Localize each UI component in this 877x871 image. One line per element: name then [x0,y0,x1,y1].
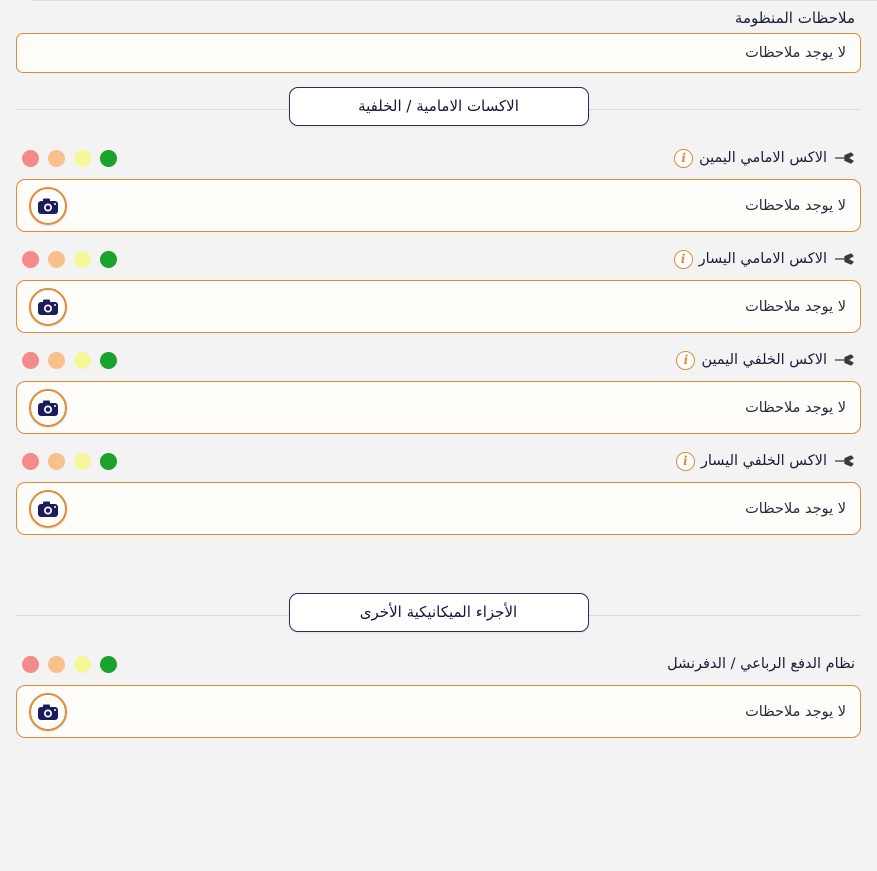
item-label: نظام الدفع الرباعي / الدفرنشل [667,656,855,672]
item-label-group [676,351,855,370]
rating-dot-fair[interactable] [74,150,91,167]
rating-dots[interactable] [22,251,123,268]
item-note-field[interactable] [16,685,861,738]
wrench-icon [833,151,855,165]
rating-dot-good[interactable] [100,453,117,470]
item-row [16,137,861,179]
rating-dot-bad[interactable] [22,150,39,167]
item-label-group [674,149,855,168]
rating-dot-fair[interactable] [74,352,91,369]
inspection-item [16,440,861,535]
rating-dot-poor[interactable] [48,150,65,167]
rating-dot-poor[interactable] [48,352,65,369]
rating-dot-bad[interactable] [22,453,39,470]
system-notes-title: ملاحظات المنظومة [734,9,855,27]
section-header-axles [16,87,861,131]
wrench-icon [833,454,855,468]
item-row [16,238,861,280]
rating-dot-fair[interactable] [74,453,91,470]
item-note-value: لا يوجد ملاحظات [745,703,846,720]
item-row [16,440,861,482]
item-label-group [667,656,855,672]
rating-dot-good[interactable] [100,352,117,369]
item-note-value: لا يوجد ملاحظات [745,298,846,315]
item-label: الاكس الخلفي اليمين [701,352,827,368]
inspection-item [16,643,861,738]
system-notes-field[interactable] [16,33,861,73]
info-icon[interactable]: i [676,452,695,471]
item-label: الاكس الامامي اليسار [698,251,827,267]
inspection-item [16,137,861,232]
camera-icon[interactable] [29,693,67,731]
rating-dot-good[interactable] [100,251,117,268]
rating-dot-fair[interactable] [74,251,91,268]
camera-icon[interactable] [29,490,67,528]
info-icon[interactable]: i [676,351,695,370]
item-row [16,339,861,381]
item-note-field[interactable] [16,482,861,535]
rating-dot-fair[interactable] [74,656,91,673]
wrench-icon [833,252,855,266]
wrench-icon [833,353,855,367]
rating-dot-bad[interactable] [22,251,39,268]
section-title-other-mechanical: الأجزاء الميكانيكية الأخرى [289,593,589,632]
section-header-other-mechanical [16,593,861,637]
rating-dots[interactable] [22,453,123,470]
info-icon[interactable]: i [674,250,693,269]
item-note-value: لا يوجد ملاحظات [745,399,846,416]
rating-dot-poor[interactable] [48,453,65,470]
item-note-field[interactable] [16,179,861,232]
rating-dot-good[interactable] [100,656,117,673]
camera-icon[interactable] [29,288,67,326]
rating-dot-good[interactable] [100,150,117,167]
rating-dots[interactable] [22,656,123,673]
section-title-axles: الاكسات الامامية / الخلفية [289,87,589,126]
item-row [16,643,861,685]
item-label-group [674,250,855,269]
camera-icon[interactable] [29,187,67,225]
item-label: الاكس الخلفي اليسار [700,453,827,469]
item-label: الاكس الامامي اليمين [699,150,827,166]
inspection-item [16,339,861,434]
item-label-group [676,452,855,471]
rating-dots[interactable] [22,150,123,167]
item-note-value: لا يوجد ملاحظات [745,500,846,517]
item-note-field[interactable] [16,381,861,434]
item-note-value: لا يوجد ملاحظات [745,197,846,214]
rating-dot-poor[interactable] [48,656,65,673]
rating-dot-bad[interactable] [22,656,39,673]
inspection-item [16,238,861,333]
camera-icon[interactable] [29,389,67,427]
info-icon[interactable]: i [674,149,693,168]
item-note-field[interactable] [16,280,861,333]
rating-dot-poor[interactable] [48,251,65,268]
system-notes-value: لا يوجد ملاحظات [745,45,846,61]
rating-dot-bad[interactable] [22,352,39,369]
rating-dots[interactable] [22,352,123,369]
